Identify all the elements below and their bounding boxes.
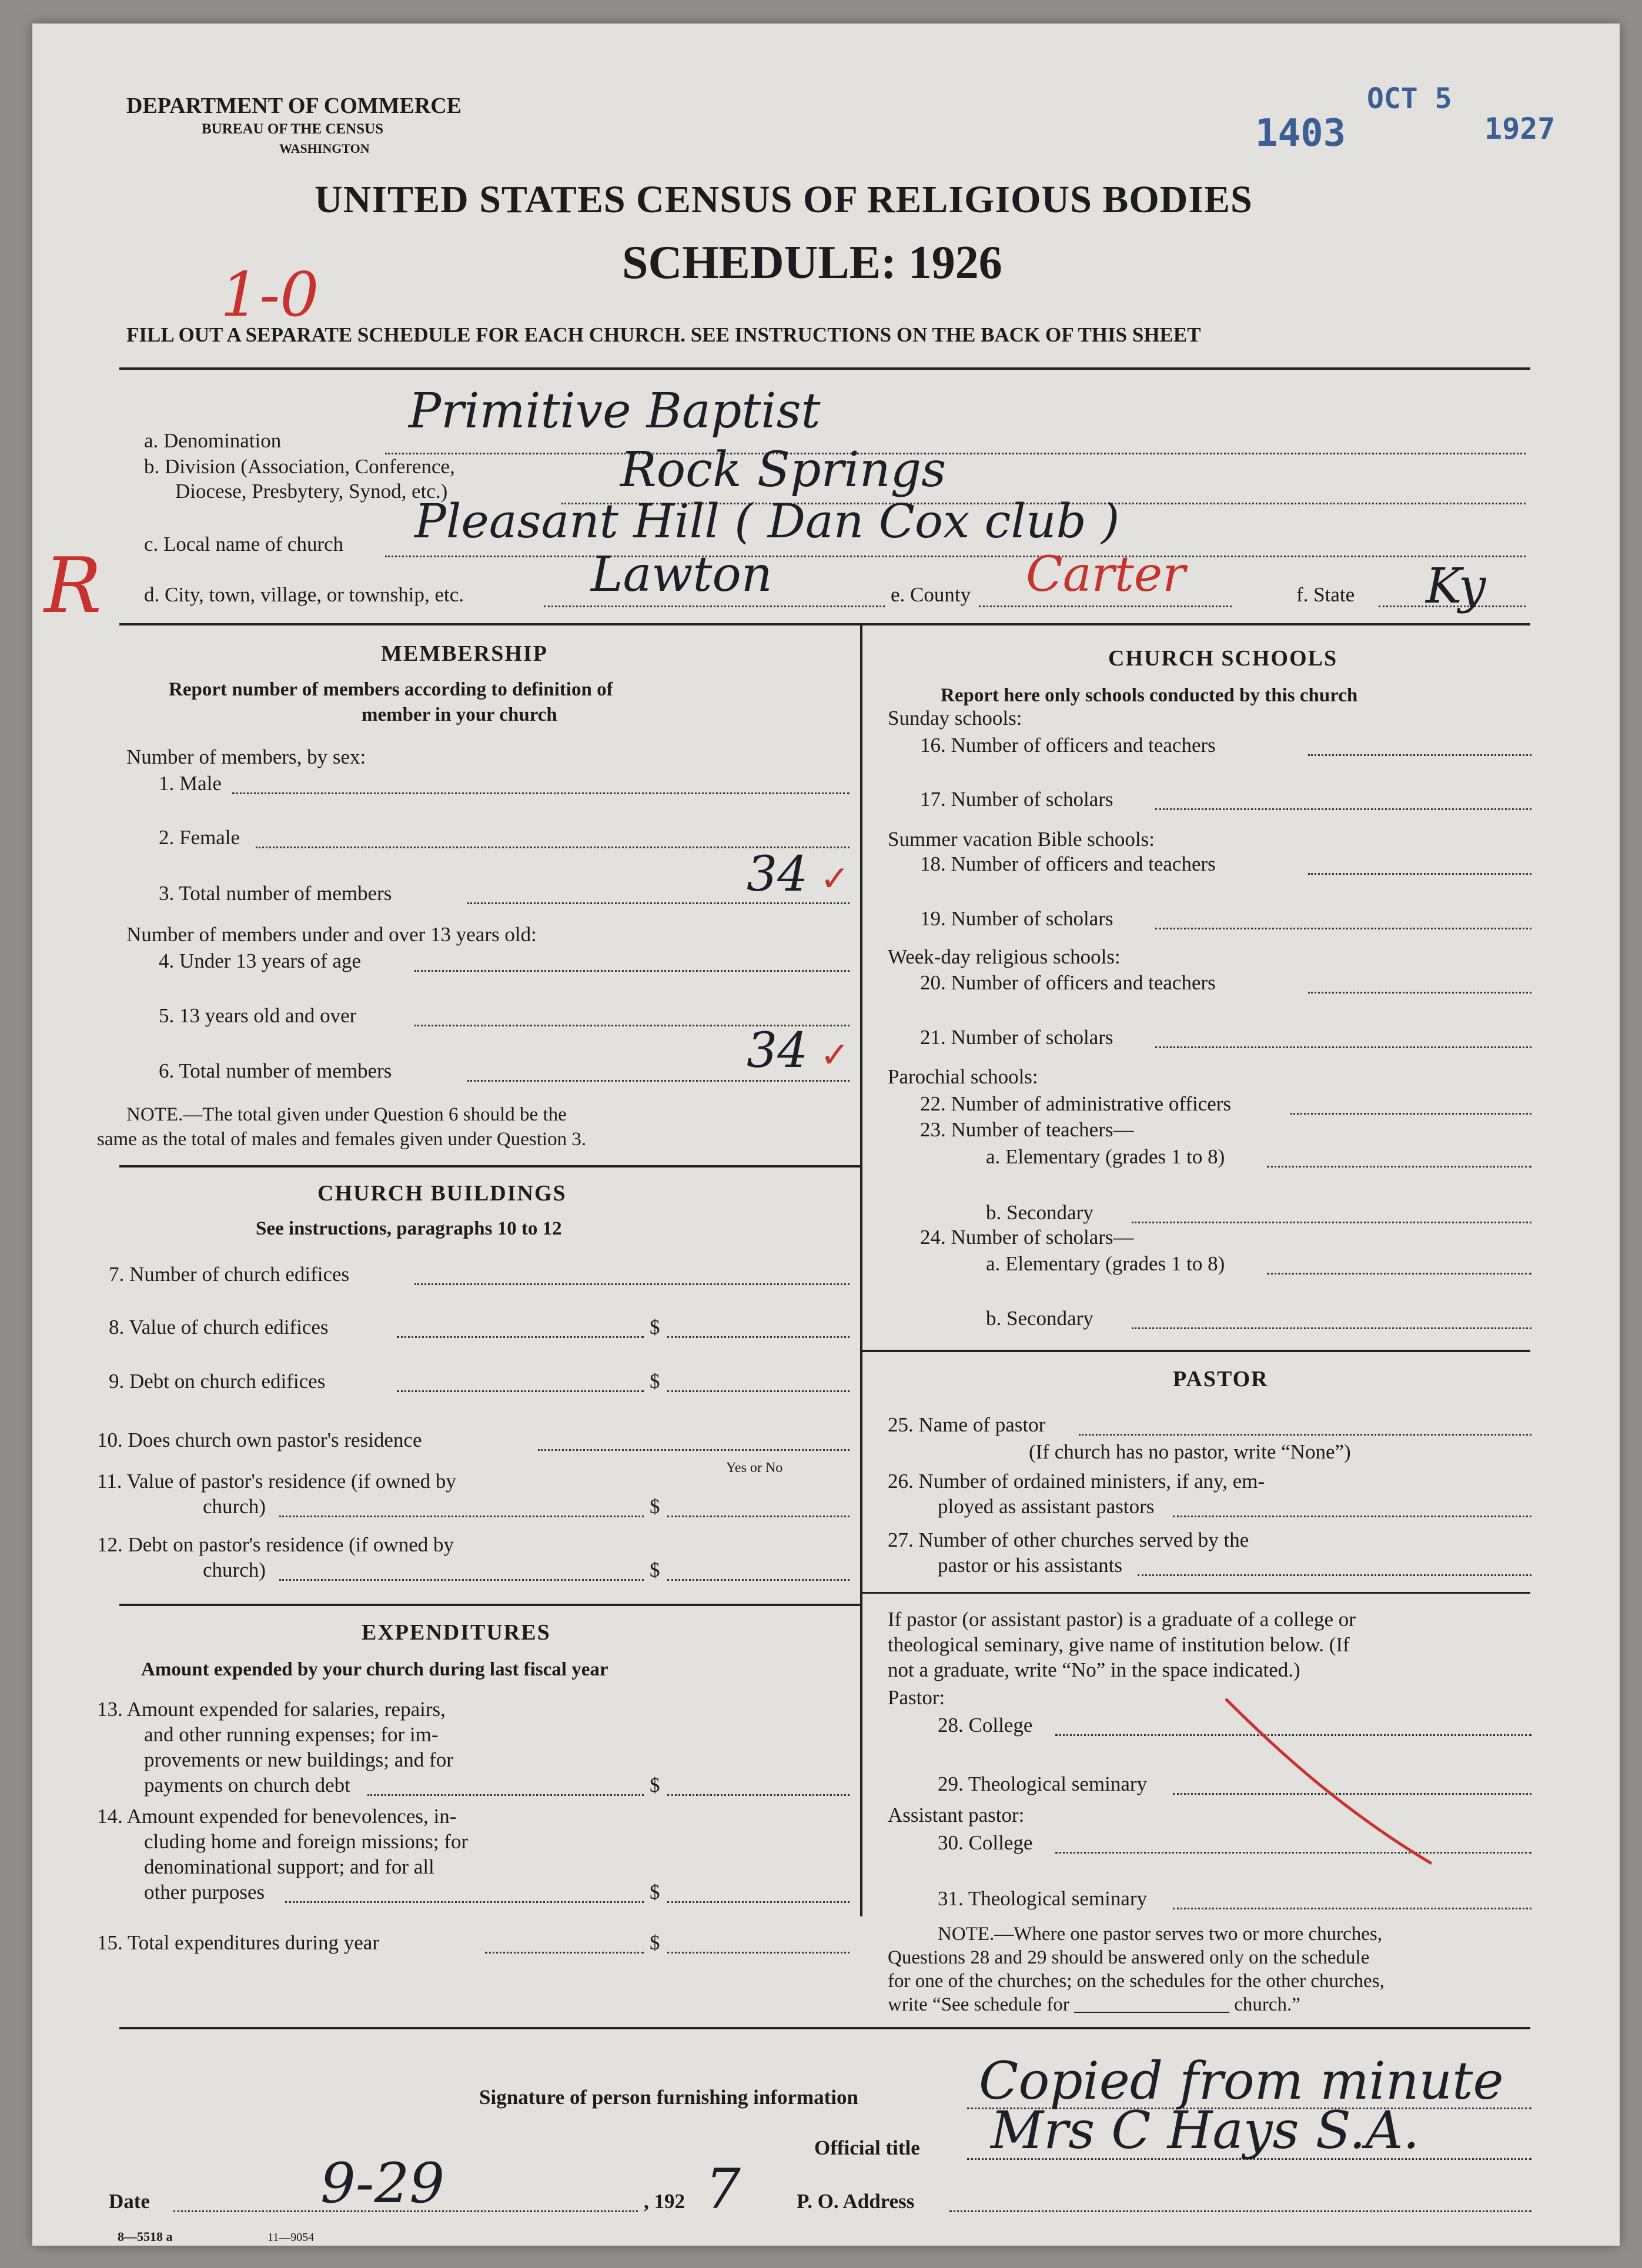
local-name-label: c. Local name of church [144, 533, 344, 556]
membership-title: MEMBERSHIP [381, 641, 548, 666]
q8-amount-line [667, 1336, 850, 1338]
q3-check-mark: ✓ [820, 859, 850, 898]
q9-line [397, 1390, 644, 1392]
q23a-line [1267, 1166, 1531, 1168]
q13-dollar: $ [650, 1774, 660, 1797]
form-title: UNITED STATES CENSUS OF RELIGIOUS BODIES [315, 178, 1253, 221]
q31-label: 31. Theological seminary [938, 1887, 1148, 1910]
q9-label: 9. Debt on church edifices [109, 1370, 326, 1393]
stamp-number: 1403 [1255, 112, 1346, 155]
q7-line [414, 1283, 850, 1285]
signature-value[interactable]: Copied from minute [979, 2050, 1504, 2111]
schools-intro: Report here only schools conducted by this church [941, 685, 1358, 706]
q14-label-4: other purposes [144, 1881, 265, 1904]
q26-label-1: 26. Number of ordained ministers, if any, em- [888, 1470, 1265, 1493]
q15-amount-line [667, 1952, 850, 1953]
q17-line [1155, 808, 1531, 810]
yes-no-hint: Yes or No [726, 1460, 783, 1476]
q25-line [1079, 1434, 1531, 1436]
expenditures-intro: Amount expended by your church during last fiscal year [141, 1659, 608, 1680]
q12-label-1: 12. Debt on pastor's residence (if owned by [97, 1533, 454, 1556]
q13-label-1: 13. Amount expended for salaries, repairs, [97, 1698, 446, 1721]
expenditures-rule [119, 1604, 861, 1606]
division-label-2: Diocese, Presbytery, Synod, etc.) [175, 480, 448, 503]
q12-dollar: $ [650, 1558, 660, 1581]
q5-over13-label: 5. 13 years old and over [159, 1004, 357, 1027]
q4-under13-label: 4. Under 13 years of age [159, 949, 362, 972]
q11-label-2: church) [203, 1495, 266, 1518]
q19-line [1155, 928, 1531, 929]
q17-label: 17. Number of scholars [920, 788, 1113, 811]
q22-label: 22. Number of administrative officers [920, 1092, 1232, 1115]
buildings-intro: See instructions, paragraphs 10 to 12 [256, 1218, 562, 1239]
q31-line [1173, 1908, 1531, 1909]
date-label: Date [109, 2190, 150, 2213]
q2-female-label: 2. Female [159, 826, 240, 849]
expenditures-title: EXPENDITURES [362, 1620, 551, 1645]
denomination-line [385, 453, 1526, 454]
buildings-rule [119, 1165, 861, 1168]
q14-label-3: denominational support; and for all [144, 1855, 434, 1878]
division-label-1: b. Division (Association, Conference, [144, 455, 455, 478]
county-line [979, 606, 1232, 607]
q12-line [279, 1579, 644, 1581]
strike-mark [1208, 1687, 1443, 1875]
q22-line [1290, 1113, 1531, 1115]
year-prefix: , 192 [644, 2190, 685, 2213]
buildings-title: CHURCH BUILDINGS [317, 1181, 567, 1206]
q23b-label: b. Secondary [986, 1201, 1093, 1224]
q6-check-mark: ✓ [820, 1036, 850, 1075]
po-address-line [949, 2210, 1531, 2212]
q12-amount-line [667, 1579, 850, 1581]
q13-label-3: provements or new buildings; and for [144, 1748, 453, 1771]
sunday-schools-label: Sunday schools: [888, 707, 1022, 730]
q24a-label: a. Elementary (grades 1 to 8) [986, 1252, 1225, 1275]
q16-label: 16. Number of officers and teachers [920, 734, 1216, 757]
q16-line [1308, 754, 1531, 756]
department-name: DEPARTMENT OF COMMERCE [126, 93, 462, 118]
q19-label: 19. Number of scholars [920, 907, 1113, 930]
county-value[interactable]: Carter [1026, 547, 1186, 603]
q24-label: 24. Number of scholars— [920, 1226, 1134, 1249]
assistant-subsection-label: Assistant pastor: [888, 1804, 1025, 1827]
q21-label: 21. Number of scholars [920, 1026, 1113, 1049]
state-value[interactable]: Ky [1426, 558, 1486, 614]
schools-title: CHURCH SCHOOLS [1108, 646, 1338, 671]
q18-label: 18. Number of officers and teachers [920, 852, 1216, 875]
q14-line [285, 1901, 644, 1903]
city-label: d. City, town, village, or township, etc. [144, 583, 464, 606]
po-address-label: P. O. Address [797, 2190, 915, 2213]
q26-label-2: ployed as assistant pastors [938, 1495, 1155, 1518]
pastor-subsection-label: Pastor: [888, 1686, 945, 1709]
q25-label: 25. Name of pastor [888, 1413, 1046, 1436]
q3-total-value[interactable]: 34 [747, 847, 808, 902]
members-by-sex-label: Number of members, by sex: [126, 745, 366, 768]
q13-label-4: payments on church debt [144, 1774, 350, 1797]
q13-amount-line [667, 1794, 850, 1796]
pastor-note-4: write “See schedule for ________________ church.” [888, 1994, 1300, 2015]
pastor-rule [860, 1350, 1530, 1352]
q28-label: 28. College [938, 1714, 1033, 1737]
q11-label-1: 11. Value of pastor's residence (if owned by [97, 1470, 456, 1493]
q10-label: 10. Does church own pastor's residence [97, 1429, 422, 1451]
mark-top-left: 1-0 [220, 259, 319, 330]
q13-line [367, 1794, 644, 1796]
q24b-line [1132, 1327, 1531, 1329]
denomination-value[interactable]: Primitive Baptist [409, 383, 821, 439]
q27-line [1138, 1574, 1531, 1576]
q14-label-2: cluding home and foreign missions; for [144, 1830, 469, 1853]
membership-intro-1: Report number of members according to definition of [169, 679, 613, 700]
official-title-value[interactable]: Mrs C Hays S.A. [991, 2100, 1420, 2160]
q11-dollar: $ [650, 1495, 660, 1518]
pastor-note-2: Questions 28 and 29 should be answered only on the schedule [888, 1947, 1370, 1968]
schedule-title: SCHEDULE: 1926 [622, 237, 1002, 289]
q27-label-2: pastor or his assistants [938, 1554, 1123, 1577]
county-label: e. County [891, 583, 971, 606]
graduate-text-2: theological seminary, give name of institution below. (If [888, 1633, 1350, 1656]
q1-line [232, 792, 850, 794]
weekday-schools-label: Week-day religious schools: [888, 945, 1121, 968]
column-divider [860, 623, 862, 1916]
separate-schedule-instruction: FILL OUT A SEPARATE SCHEDULE FOR EACH CHURCH. SEE INSTRUCTIONS ON THE BACK OF THIS SHEET [126, 323, 1201, 346]
header-rule [119, 367, 1530, 370]
q20-line [1308, 992, 1531, 993]
members-by-age-label: Number of members under and over 13 years old: [126, 923, 537, 946]
parochial-schools-label: Parochial schools: [888, 1065, 1038, 1088]
mark-left-margin: R [44, 541, 102, 630]
q15-line [485, 1952, 644, 1953]
q13-label-2: and other running expenses; for im- [144, 1723, 439, 1746]
division-value[interactable]: Rock Springs [620, 442, 947, 498]
q9-amount-line [667, 1390, 850, 1392]
q6-line [467, 1080, 850, 1082]
q3-total-label: 3. Total number of members [159, 882, 392, 905]
q23b-line [1132, 1222, 1531, 1223]
q10-line [538, 1449, 850, 1451]
q6-total-label: 6. Total number of members [159, 1059, 392, 1082]
city-name: WASHINGTON [279, 141, 370, 156]
q15-label: 15. Total expenditures during year [97, 1931, 379, 1954]
q14-amount-line [667, 1901, 850, 1903]
q4-line [414, 970, 850, 972]
bureau-name: BUREAU OF THE CENSUS [202, 121, 384, 137]
q23a-label: a. Elementary (grades 1 to 8) [986, 1145, 1225, 1168]
q9-dollar: $ [650, 1370, 660, 1393]
q12-label-2: church) [203, 1558, 266, 1581]
membership-note-2: same as the total of males and females given under Question 3. [97, 1129, 587, 1150]
local-name-value[interactable]: Pleasant Hill ( Dan Cox club ) [414, 494, 1120, 548]
q29-label: 29. Theological seminary [938, 1772, 1148, 1795]
q11-amount-line [667, 1516, 850, 1517]
pastor-note-3: for one of the churches; on the schedules for the other churches, [888, 1971, 1385, 1992]
city-value[interactable]: Lawton [591, 547, 772, 603]
q6-total-value[interactable]: 34 [747, 1023, 808, 1079]
q14-label-1: 14. Amount expended for benevolences, in- [97, 1805, 457, 1828]
membership-intro-2: member in your church [362, 704, 557, 725]
official-title-label: Official title [814, 2136, 920, 2159]
footer-rule [119, 2027, 1530, 2029]
city-line [544, 606, 885, 607]
q3-line [467, 902, 850, 904]
graduate-text-1: If pastor (or assistant pastor) is a graduate of a college or [888, 1608, 1356, 1631]
identity-rule [119, 623, 1530, 625]
q24b-label: b. Secondary [986, 1307, 1093, 1330]
print-number: 11—9054 [267, 2231, 315, 2244]
graduate-rule [860, 1592, 1530, 1594]
q15-dollar: $ [650, 1931, 660, 1954]
graduate-text-3: not a graduate, write “No” in the space indicated.) [888, 1658, 1300, 1681]
form-number: 8—5518 a [118, 2229, 173, 2244]
pastor-note-1: NOTE.—Where one pastor serves two or more churches, [938, 1924, 1382, 1945]
year-value[interactable]: 7 [705, 2157, 741, 2222]
local-name-line [385, 556, 1526, 557]
stamp-year: 1927 [1484, 112, 1556, 146]
q26-line [1173, 1516, 1531, 1517]
q30-label: 30. College [938, 1831, 1033, 1854]
q8-label: 8. Value of church edifices [109, 1316, 329, 1339]
q24a-line [1267, 1273, 1531, 1275]
q23-label: 23. Number of teachers— [920, 1118, 1134, 1141]
census-form-sheet [32, 24, 1620, 2246]
denomination-label: a. Denomination [144, 429, 282, 452]
signature-label: Signature of person furnishing information [479, 2086, 858, 2109]
q7-label: 7. Number of church edifices [109, 1263, 350, 1286]
date-value[interactable]: 9-29 [320, 2152, 445, 2216]
q1-male-label: 1. Male [159, 772, 222, 795]
q18-line [1308, 873, 1531, 875]
q14-dollar: $ [650, 1881, 660, 1904]
q20-label: 20. Number of officers and teachers [920, 971, 1216, 994]
q27-label-1: 27. Number of other churches served by the [888, 1528, 1249, 1551]
q21-line [1155, 1046, 1531, 1048]
q8-line [397, 1336, 644, 1338]
q25-note: (If church has no pastor, write “None”) [1029, 1440, 1351, 1463]
state-label: f. State [1296, 583, 1355, 606]
membership-note-1: NOTE.—The total given under Question 6 should be the [126, 1104, 567, 1125]
q8-dollar: $ [650, 1316, 660, 1339]
pastor-title: PASTOR [1173, 1367, 1269, 1391]
summer-schools-label: Summer vacation Bible schools: [888, 828, 1155, 851]
stamp-date: OCT 5 [1367, 82, 1452, 115]
q11-line [279, 1516, 644, 1517]
